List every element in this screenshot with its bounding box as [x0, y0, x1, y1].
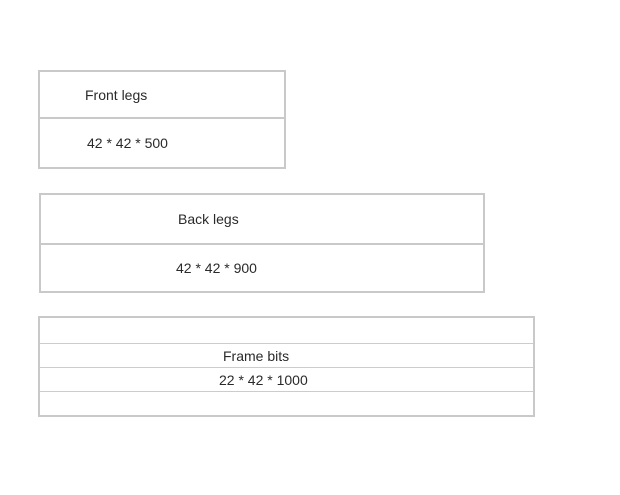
back-legs-title-cell: Back legs [178, 211, 239, 227]
front-legs-size-cell: 42 * 42 * 500 [40, 117, 284, 167]
front-legs-title-cell: Front legs [85, 86, 148, 103]
frame-bits-title-cell: Frame bits [40, 343, 533, 367]
frame-bits-table [38, 316, 535, 417]
back-legs-table [39, 193, 485, 293]
front-legs-table [38, 70, 286, 169]
frame-bits-empty-bottom-cell [40, 391, 533, 415]
frame-bits-size-cell: 22 * 42 * 1000 [40, 367, 533, 391]
frame-bits-empty-top-cell [40, 318, 533, 343]
back-legs-size-cell: 42 * 42 * 900 [41, 243, 483, 291]
